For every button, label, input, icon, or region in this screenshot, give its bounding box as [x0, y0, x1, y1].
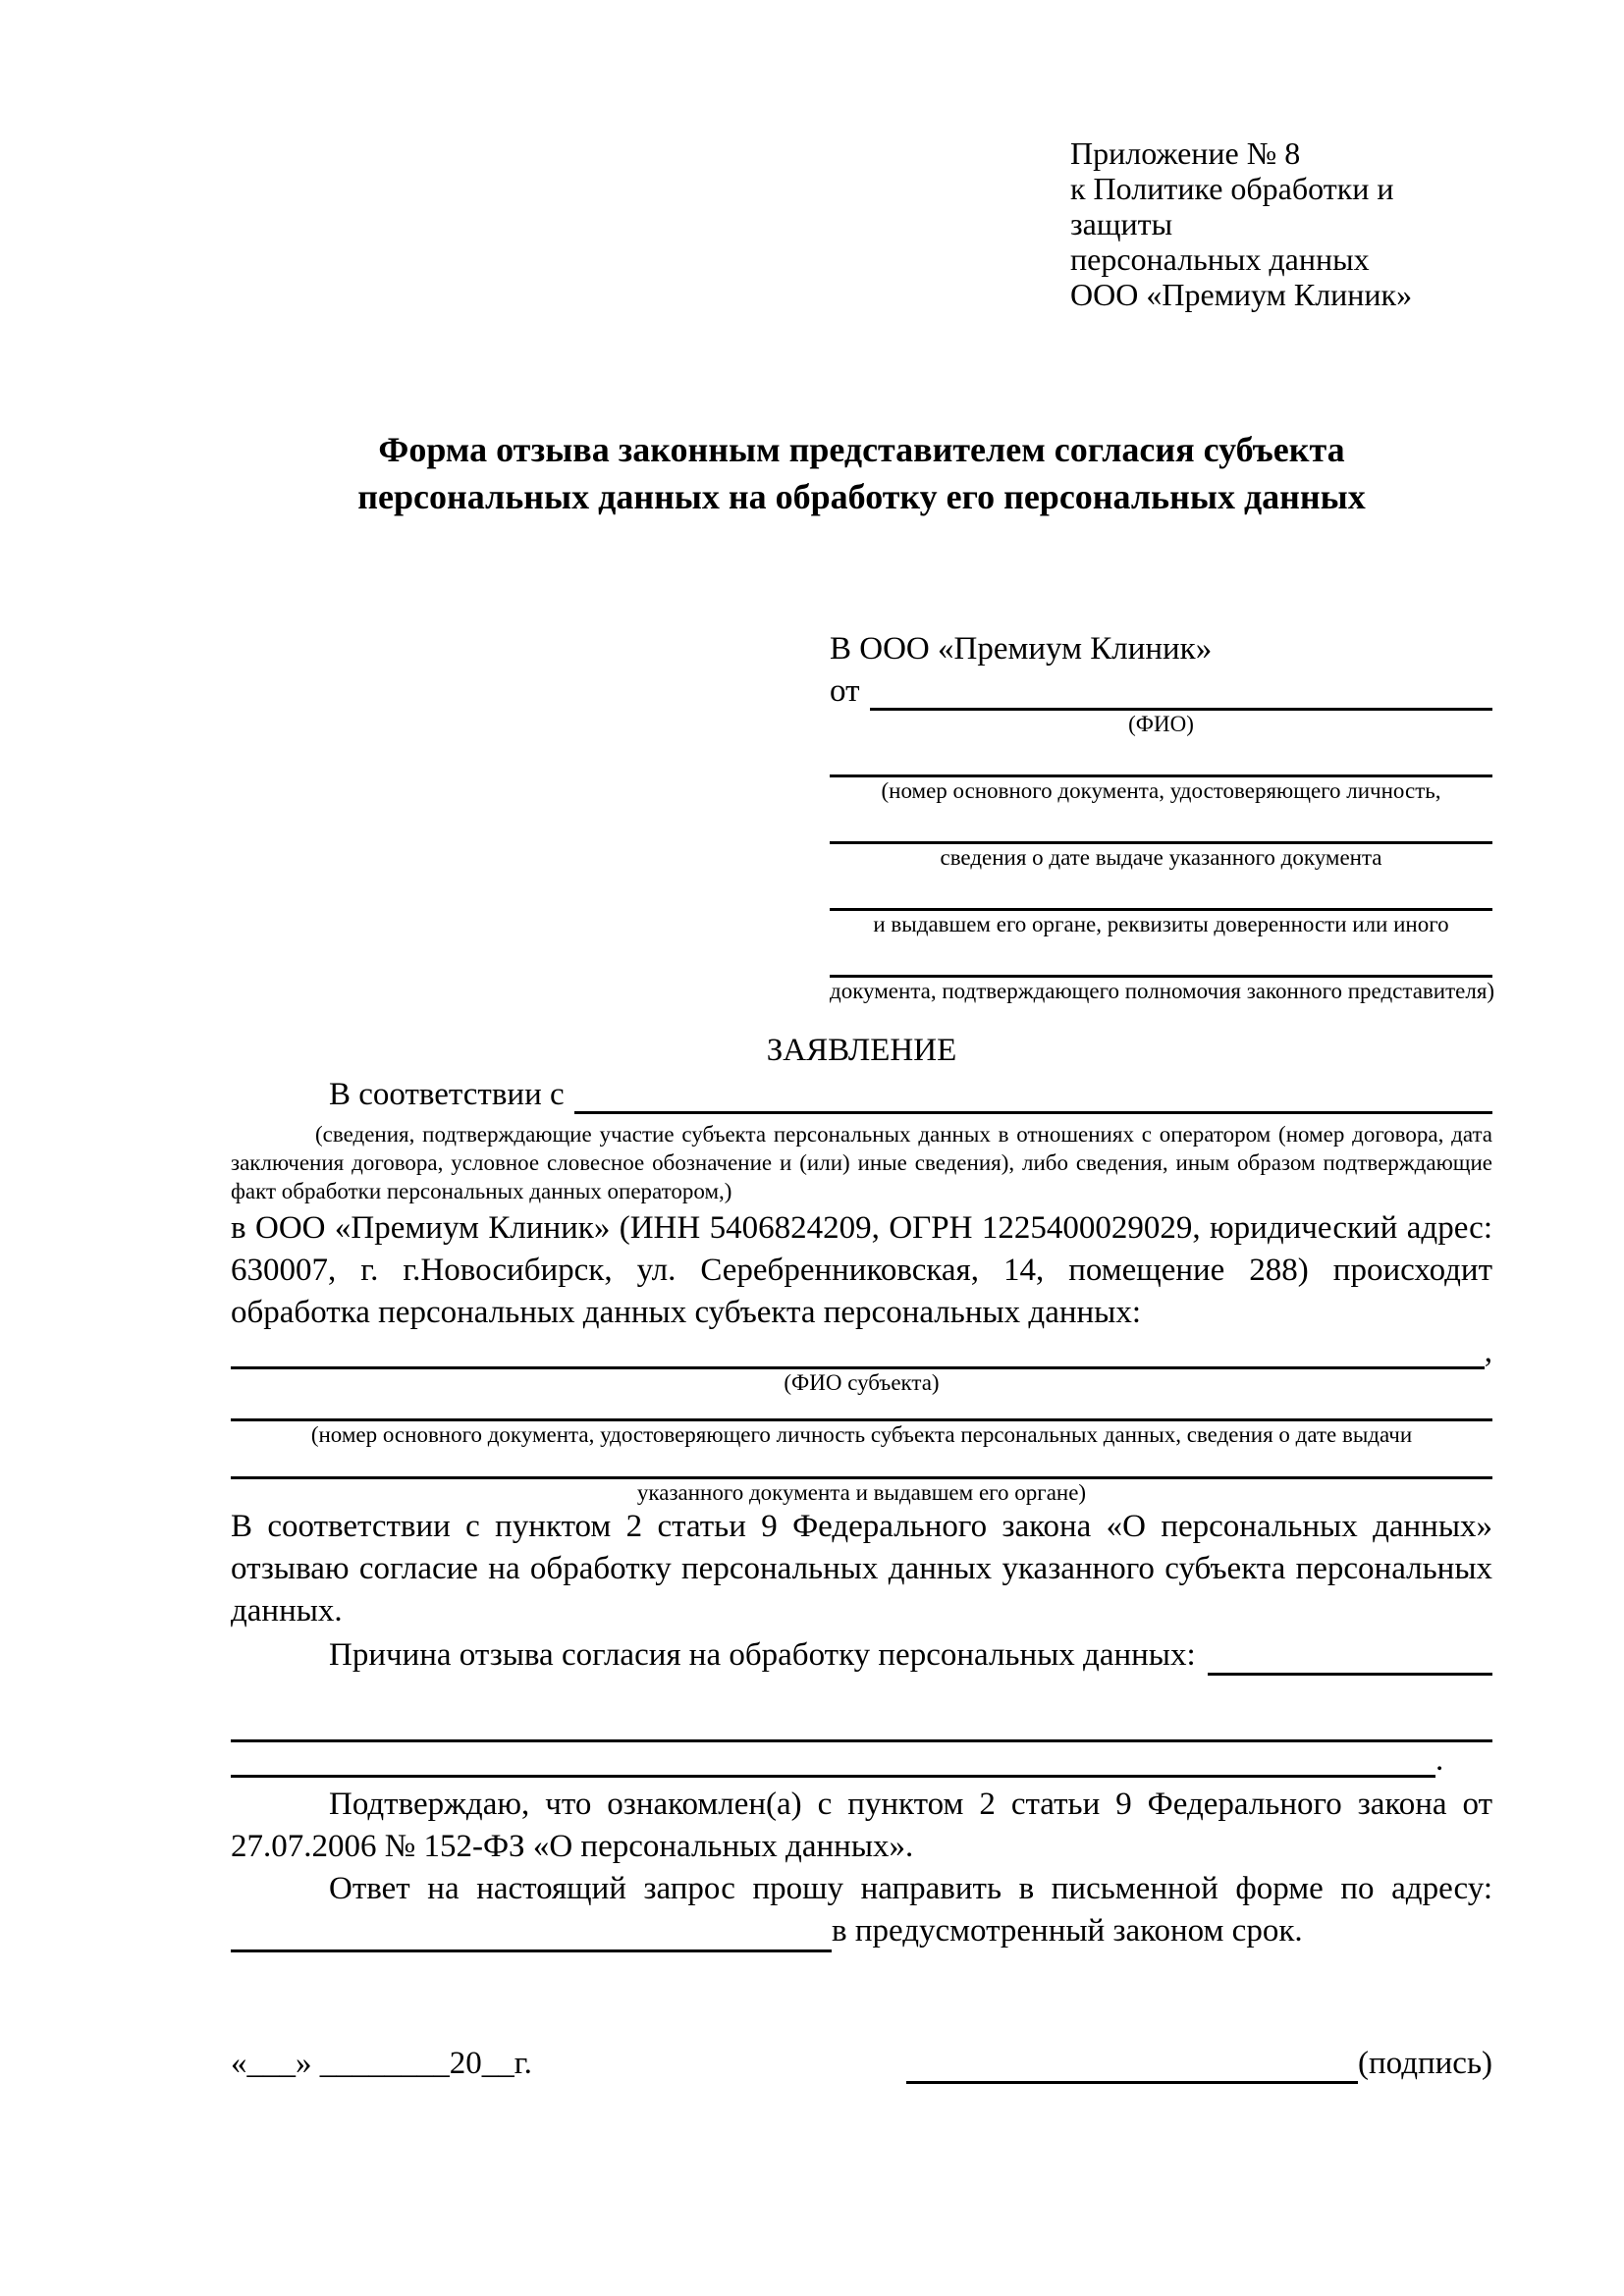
- accordance-row: [231, 1075, 1492, 1114]
- addressee-from-row: [830, 671, 1492, 711]
- accordance-blank-line: [574, 1079, 1492, 1114]
- confirm-paragraph: Подтверждаю, что ознакомлен(а) с пунктом 2 статьи 9 Федерального закона от 27.07.2006 № 152-ФЗ «О персональных данных».: [231, 1787, 1492, 1864]
- signature-block: [906, 2043, 1492, 2084]
- reason-label: Причина отзыва согласия на обработку персональных данных:: [329, 1637, 1196, 1673]
- reply-address-row: [231, 1910, 1492, 1952]
- document-title-line-1: Форма отзыва законным представителем согласия субъекта: [378, 430, 1345, 469]
- withdrawal-paragraph: В соответствии с пунктом 2 статьи 9 Федерального закона «О персональных данных» отзываю согласие на обработку персональных данных указанного субъекта персональных данных.: [231, 1509, 1492, 1629]
- reply-request-line: Ответ на настоящий запрос прошу направить в письменной форме по адресу:: [329, 1871, 1492, 1906]
- reason-blank-line: [1208, 1640, 1492, 1676]
- representative-doc-caption-4: документа, подтверждающего полномочия законного представителя): [830, 979, 1495, 1003]
- annex-line-3: персональных данных: [1070, 241, 1370, 277]
- representative-doc-blank-line-4: [830, 937, 1492, 978]
- representative-doc-caption-2: сведения о дате выдаче указанного документа: [940, 845, 1382, 870]
- reply-address-blank-line: [231, 1919, 832, 1952]
- representative-doc-blank-line-1: [830, 737, 1492, 777]
- representative-fio-blank-line: [870, 675, 1493, 711]
- signature-blank-line: [906, 2049, 1358, 2084]
- subject-doc-row-2: [231, 1448, 1492, 1479]
- addressee-block: [830, 628, 1495, 1004]
- subject-doc-caption-1: (номер основного документа, удостоверяющего личность субъекта персональных данных, сведения о дате выдачи: [310, 1422, 1413, 1447]
- annex-header: [1070, 135, 1492, 312]
- addressee-to: В ООО «Премиум Клиник»: [830, 631, 1213, 667]
- annex-line-4: ООО «Премиум Клиник»: [1070, 277, 1413, 312]
- reason-blank-row-3: [231, 1742, 1492, 1778]
- reason-row: [231, 1634, 1492, 1676]
- representative-doc-blank-line-2: [830, 804, 1492, 844]
- subject-doc-row-1: [231, 1396, 1492, 1421]
- signature-caption: (подпись): [1358, 2046, 1492, 2081]
- subject-fio-blank-line: [231, 1362, 1485, 1369]
- reason-trailing-period: .: [1435, 1742, 1444, 1778]
- operator-paragraph: в ООО «Премиум Клиник» (ИНН 5406824209, ОГРН 1225400029029, юридический адрес: 630007, г. г.Новосибирск, ул. Серебренниковская, 14, помещение 288) происходит обработка персональных данных субъекта персональных данных:: [231, 1210, 1492, 1330]
- representative-doc-caption-3: и выдавшем его органе, реквизиты доверенности или иного: [873, 912, 1449, 936]
- statement-heading: ЗАЯВЛЕНИЕ: [766, 1033, 957, 1068]
- subject-doc-blank-line-1: [231, 1396, 1492, 1421]
- reason-blank-line-2: [231, 1709, 1492, 1742]
- accordance-label: В соответствии с: [329, 1077, 565, 1112]
- date-line: «___» ________20__г.: [231, 2046, 532, 2081]
- fio-caption: (ФИО): [1128, 712, 1194, 736]
- representative-doc-caption-1: (номер основного документа, удостоверяющего личность,: [881, 778, 1441, 803]
- subject-doc-caption-2: указанного документа и выдавшем его органе): [636, 1480, 1087, 1505]
- document-title: [231, 426, 1492, 520]
- from-label: от: [830, 673, 860, 709]
- representative-doc-blank-line-3: [830, 871, 1492, 911]
- subject-fio-caption: (ФИО субъекта): [784, 1370, 940, 1395]
- annex-line-1: Приложение № 8: [1070, 135, 1301, 171]
- subject-doc-blank-line-2: [231, 1448, 1492, 1479]
- subject-fio-row: [231, 1334, 1492, 1369]
- annex-line-2: к Политике обработки и защиты: [1070, 171, 1394, 241]
- fine-print-note: (сведения, подтверждающие участие субъекта персональных данных в отношениях с оператором (номер договора, дата заключения договора, условное словесное обозначение и (или) иные сведения), либо сведения, иным образом подтверждающие факт обработки персональных данных оператором,): [231, 1122, 1492, 1203]
- subject-fio-trailing-comma: ,: [1484, 1334, 1492, 1369]
- reply-tail-text: в предусмотренный законом срок.: [832, 1913, 1303, 1949]
- reason-blank-line-3: [231, 1744, 1435, 1778]
- footer-row: [231, 2043, 1492, 2084]
- document-title-line-2: персональных данных на обработку его персональных данных: [357, 477, 1366, 516]
